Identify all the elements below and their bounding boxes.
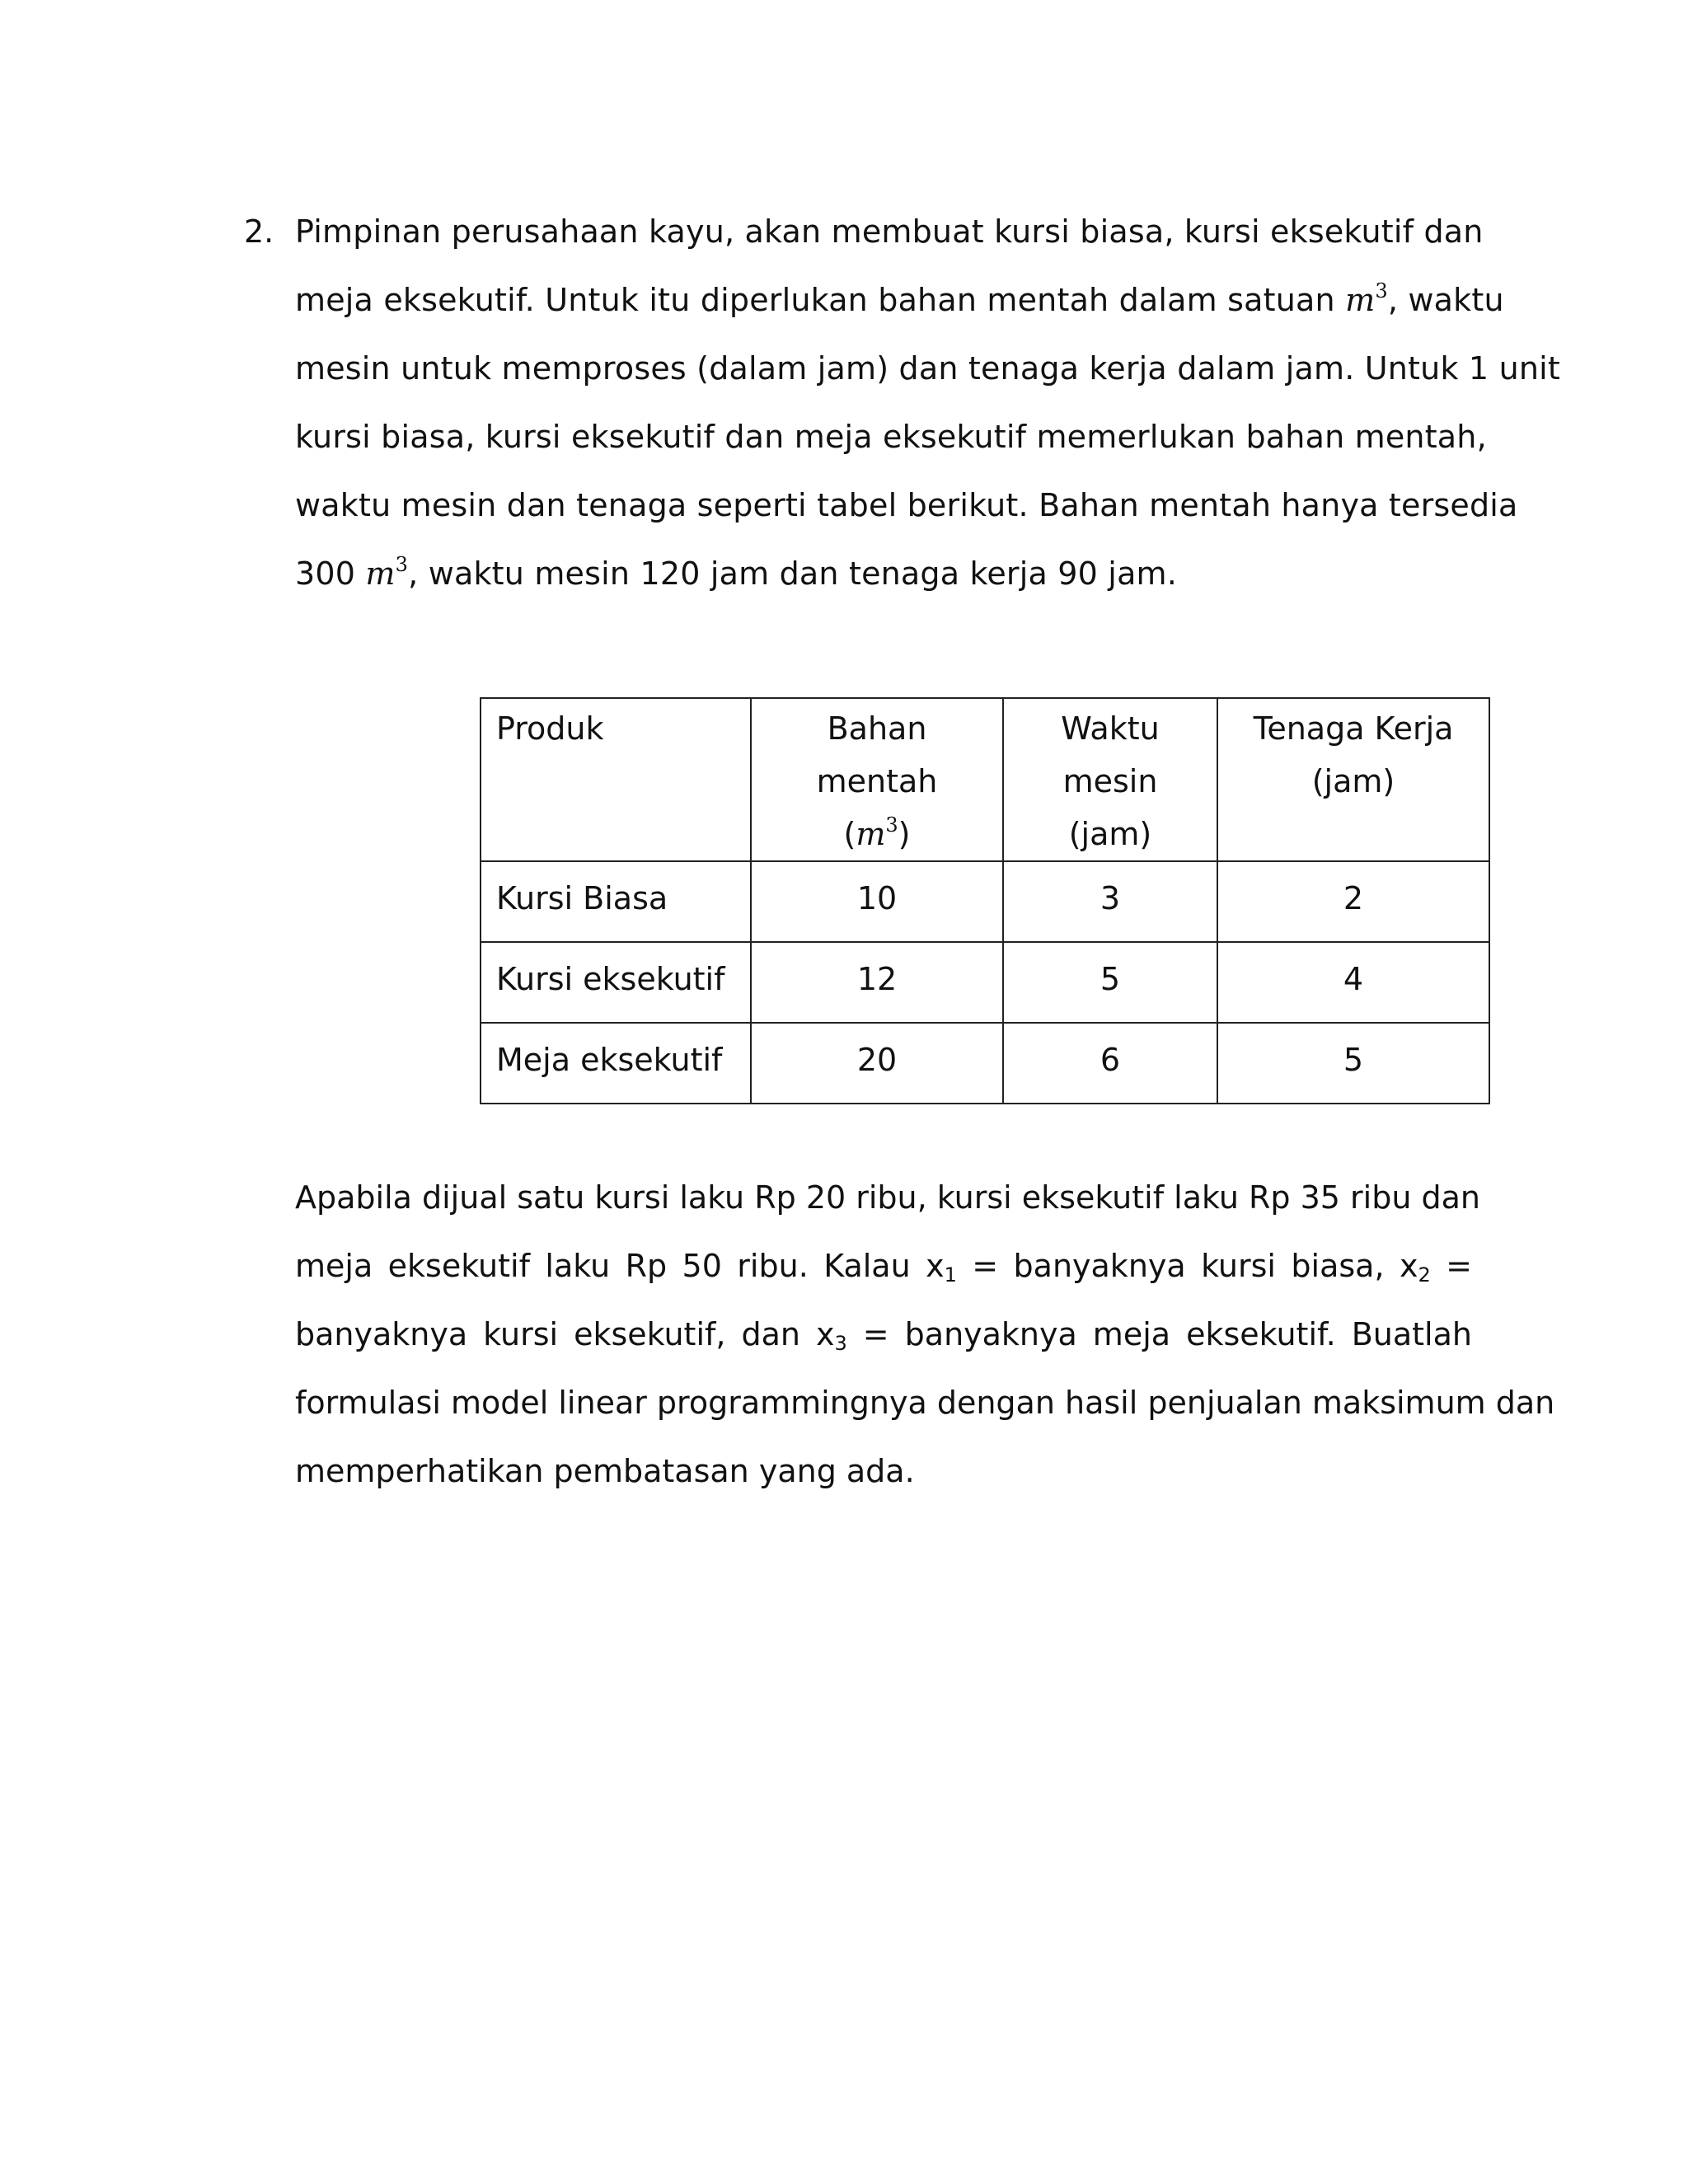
- intro-line-6-number: 300: [295, 555, 356, 592]
- problem-statement: [244, 198, 1561, 608]
- cell-tenaga: 2: [1217, 861, 1489, 942]
- intro-line-6: [295, 540, 1472, 608]
- header-tenaga-line1: Tenaga Kerja: [1253, 710, 1454, 747]
- header-unit-m3: [856, 813, 898, 852]
- closing-line-3: [295, 1301, 1472, 1369]
- closing-line-1: Apabila dijual satu kursi laku Rp 20 ribu, kursi eksekutif laku Rp 35 ribu dan: [295, 1179, 1481, 1216]
- cell-bahan: 20: [751, 1023, 1003, 1104]
- intro-line-2-text: meja eksekutif. Untuk itu diperlukan bahan mentah dalam satuan: [295, 282, 1335, 318]
- intro-line-1: Pimpinan perusahaan kayu, akan membuat kursi biasa, kursi eksekutif dan: [295, 213, 1484, 250]
- header-tenaga-line2: (jam): [1311, 763, 1395, 799]
- header-waktu-mesin: [1003, 698, 1217, 861]
- paren-open: (: [843, 816, 856, 852]
- table-row: [481, 1023, 1489, 1104]
- subscript-2: 2: [1418, 1263, 1431, 1286]
- paren-close: ): [898, 816, 911, 852]
- subscript-3: 3: [834, 1332, 847, 1355]
- cell-tenaga: 4: [1217, 942, 1489, 1023]
- closing-line-2-b: = banyaknya kursi biasa, x: [956, 1248, 1418, 1284]
- intro-line-5: waktu mesin dan tenaga seperti tabel berikut. Bahan mentah hanya tersedia: [295, 487, 1518, 523]
- header-bahan-mentah: [751, 698, 1003, 861]
- table-row: [481, 861, 1489, 942]
- closing-line-2-c: =: [1430, 1248, 1472, 1284]
- intro-line-3: mesin untuk memproses (dalam jam) dan tenaga kerja dalam jam. Untuk 1 unit: [295, 350, 1561, 387]
- cell-waktu: 6: [1003, 1023, 1217, 1104]
- header-waktu-line2: mesin (jam): [1062, 763, 1158, 852]
- closing-line-3-a: banyaknya kursi eksekutif, dan x: [295, 1316, 835, 1352]
- cell-bahan: 12: [751, 942, 1003, 1023]
- problem-number: 2.: [244, 213, 274, 250]
- unit-m3-second: [365, 555, 408, 592]
- header-waktu-line1: Waktu: [1061, 710, 1160, 747]
- unit-base: m: [1345, 282, 1376, 318]
- intro-line-2: [295, 266, 1504, 335]
- intro-line-2-tail: , waktu: [1387, 282, 1504, 318]
- cell-tenaga: 5: [1217, 1023, 1489, 1104]
- closing-line-5: memperhatikan pembatasan yang ada.: [295, 1453, 915, 1489]
- closing-line-2-a: meja eksekutif laku Rp 50 ribu. Kalau x: [295, 1248, 945, 1284]
- cell-bahan: 10: [751, 861, 1003, 942]
- intro-line-4: kursi biasa, kursi eksekutif dan meja eksekutif memerlukan bahan mentah,: [295, 419, 1487, 455]
- closing-paragraph: [295, 1164, 1555, 1506]
- problem-intro-paragraph: [295, 198, 1561, 608]
- header-produk: Produk: [481, 698, 751, 861]
- table-row: [481, 942, 1489, 1023]
- unit-m3: [1345, 279, 1388, 318]
- header-tenaga-kerja: [1217, 698, 1489, 861]
- unit-exponent: 3: [1375, 279, 1388, 302]
- cell-produk: Meja eksekutif: [481, 1023, 751, 1104]
- table-header-row: [481, 698, 1489, 861]
- product-requirements-table: [480, 697, 1490, 1104]
- subscript-1: 1: [944, 1263, 957, 1286]
- closing-line-3-b: = banyaknya meja eksekutif. Buatlah: [846, 1316, 1472, 1352]
- header-unit-base: m: [856, 816, 886, 852]
- unit-exponent-2: 3: [395, 553, 409, 576]
- header-unit-exp: 3: [885, 813, 898, 837]
- header-bahan-line1: Bahan mentah: [816, 710, 938, 799]
- unit-base-2: m: [365, 555, 396, 592]
- cell-waktu: 3: [1003, 861, 1217, 942]
- header-bahan-unit: [767, 808, 987, 860]
- intro-line-6-tail: , waktu mesin 120 jam dan tenaga kerja 90 jam.: [408, 555, 1178, 592]
- cell-waktu: 5: [1003, 942, 1217, 1023]
- cell-produk: Kursi eksekutif: [481, 942, 751, 1023]
- closing-line-4: formulasi model linear programmingnya dengan hasil penjualan maksimum dan: [295, 1385, 1555, 1421]
- closing-line-2: [295, 1232, 1472, 1301]
- cell-produk: Kursi Biasa: [481, 861, 751, 942]
